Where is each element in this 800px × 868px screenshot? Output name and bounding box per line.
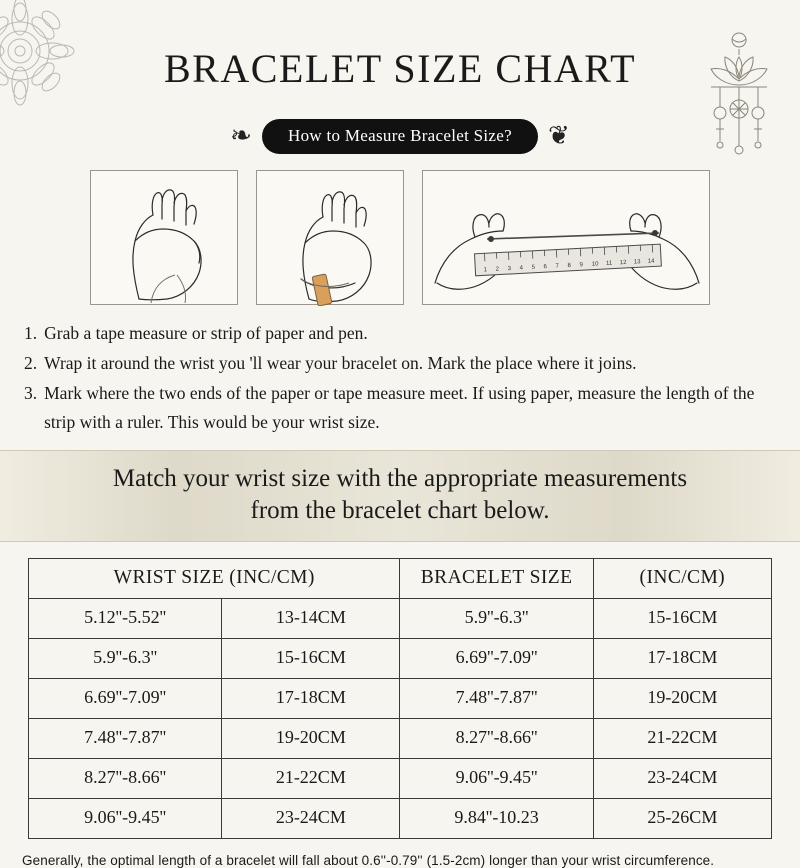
page-title: BRACELET SIZE CHART [163, 45, 637, 91]
column-header-bracelet-units: (INC/CM) [593, 558, 771, 598]
lotus-ornament-icon [696, 29, 782, 159]
match-banner-line-1: Match your wrist size with the appropriate measurements [112, 464, 688, 492]
subtitle-row [0, 119, 800, 154]
svg-text:1: 1 [483, 266, 488, 273]
subtitle-pill: How to Measure Bracelet Size? [262, 119, 538, 154]
table-row [29, 758, 772, 798]
svg-text:4: 4 [519, 264, 524, 272]
step-number: 1. [24, 322, 38, 343]
svg-text:8: 8 [567, 262, 572, 269]
bracelet-size-chart-page [0, 27, 800, 868]
cell-bracelet-cm: 15-16CM [593, 598, 771, 638]
footnote: Generally, the optimal length of a bracelet will fall about 0.6''-0.79'' (1.5-2cm) longer than your wrist circumference. [22, 852, 715, 868]
flourish-left-icon: ❧ [230, 121, 253, 152]
svg-text:10: 10 [591, 260, 599, 268]
size-table-wrapper [28, 558, 772, 839]
cell-bracelet-inches: 6.69''-7.09'' [400, 638, 593, 678]
cell-bracelet-inches: 9.06''-9.45'' [400, 758, 593, 798]
cell-bracelet-inches: 9.84''-10.23 [400, 798, 593, 838]
cell-wrist-cm: 15-16CM [222, 638, 400, 678]
table-header-row [29, 558, 772, 598]
cell-wrist-cm: 13-14CM [222, 598, 400, 638]
svg-text:14: 14 [647, 258, 655, 265]
cell-wrist-cm: 17-18CM [222, 678, 400, 718]
match-banner-line-2: from the bracelet chart below. [250, 496, 550, 524]
table-row [29, 718, 772, 758]
list-item [24, 379, 776, 436]
step-text: Grab a tape measure or strip of paper and pen. [44, 322, 368, 343]
match-banner [0, 450, 800, 542]
cell-bracelet-cm: 25-26CM [593, 798, 771, 838]
ruler-measuring-illustration [422, 170, 710, 305]
column-header-bracelet: BRACELET SIZE [400, 558, 593, 598]
step-text: Wrap it around the wrist you 'll wear your bracelet on. Mark the place where it joins. [44, 352, 637, 373]
cell-bracelet-inches: 8.27''-8.66'' [400, 718, 593, 758]
cell-bracelet-cm: 19-20CM [593, 678, 771, 718]
svg-text:7: 7 [555, 263, 560, 270]
hand-with-tape-measure-illustration [90, 170, 238, 305]
svg-text:13: 13 [633, 258, 641, 266]
list-item [24, 319, 776, 347]
list-item [24, 349, 776, 377]
svg-text:12: 12 [619, 259, 627, 266]
cell-wrist-cm: 19-20CM [222, 718, 400, 758]
cell-wrist-inches: 5.9''-6.3'' [29, 638, 222, 678]
cell-bracelet-cm: 23-24CM [593, 758, 771, 798]
cell-bracelet-inches: 5.9''-6.3'' [400, 598, 593, 638]
step-number: 2. [24, 352, 38, 373]
svg-text:9: 9 [579, 261, 584, 268]
step-text: Mark where the two ends of the paper or tape measure meet. If using paper, measure the length of the strip with a ruler. This would be your wrist size. [44, 383, 755, 432]
cell-wrist-inches: 7.48''-7.87'' [29, 718, 222, 758]
table-row [29, 598, 772, 638]
svg-text:11: 11 [605, 260, 613, 267]
cell-wrist-inches: 8.27''-8.66'' [29, 758, 222, 798]
table-row [29, 798, 772, 838]
flourish-right-icon: ❦ [547, 121, 570, 152]
column-header-wrist: WRIST SIZE (INC/CM) [29, 558, 400, 598]
size-table [28, 558, 772, 839]
cell-bracelet-cm: 21-22CM [593, 718, 771, 758]
measurement-steps [24, 319, 776, 436]
wrist-wrapped-illustration [256, 170, 404, 305]
cell-bracelet-cm: 17-18CM [593, 638, 771, 678]
svg-text:5: 5 [531, 264, 536, 271]
mandala-ornament-icon [0, 0, 112, 143]
table-row [29, 678, 772, 718]
cell-bracelet-inches: 7.48''-7.87'' [400, 678, 593, 718]
cell-wrist-inches: 6.69''-7.09'' [29, 678, 222, 718]
step-number: 3. [24, 383, 38, 404]
cell-wrist-cm: 23-24CM [222, 798, 400, 838]
illustration-panels [0, 170, 800, 305]
svg-text:6: 6 [543, 263, 548, 270]
svg-text:3: 3 [507, 265, 512, 272]
table-row [29, 638, 772, 678]
svg-text:2: 2 [495, 266, 500, 273]
cell-wrist-cm: 21-22CM [222, 758, 400, 798]
cell-wrist-inches: 5.12''-5.52'' [29, 598, 222, 638]
cell-wrist-inches: 9.06''-9.45'' [29, 798, 222, 838]
